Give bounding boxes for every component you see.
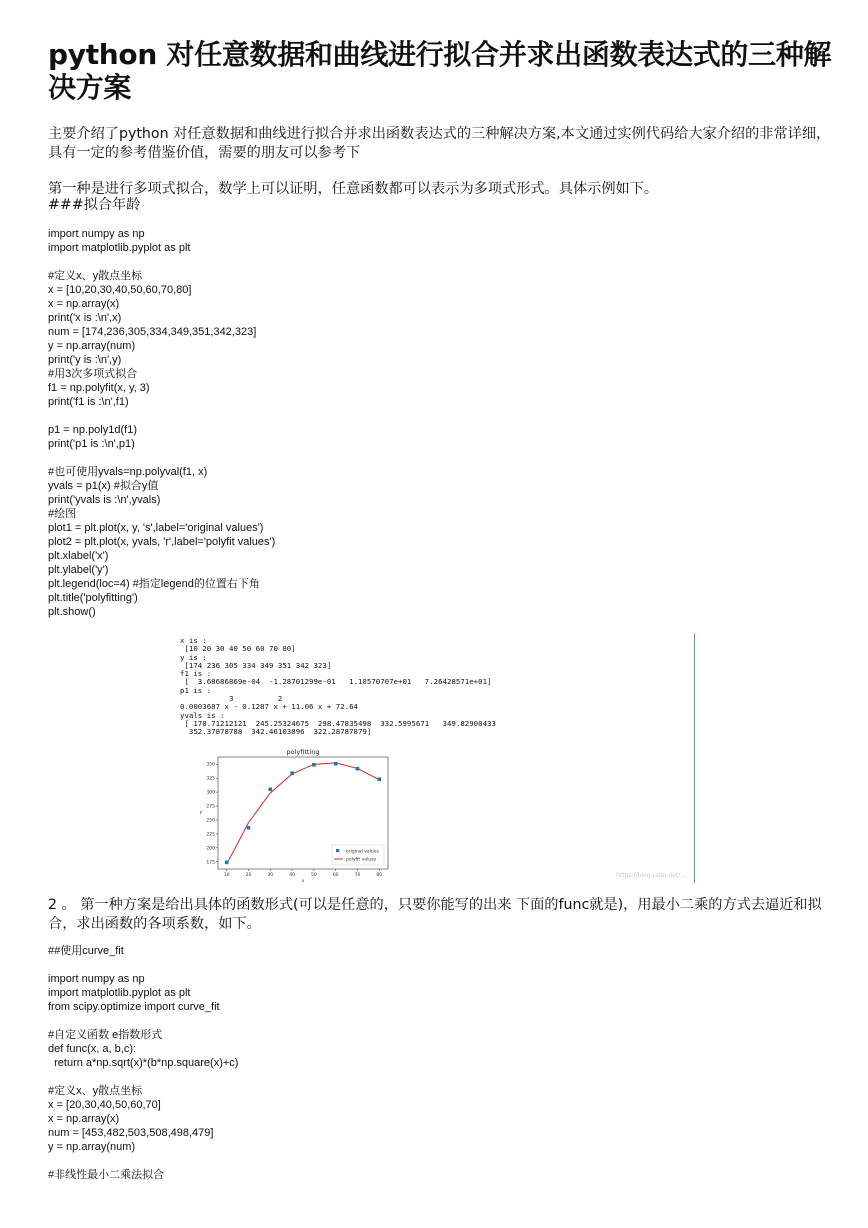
code-line xyxy=(48,1014,838,1028)
console-line: [10 20 30 40 50 60 70 80] xyxy=(180,644,296,654)
y-tick-label: 325 xyxy=(206,776,215,782)
original-data-point xyxy=(247,826,251,830)
y-tick-label: 225 xyxy=(206,832,215,838)
console-line: [ 170.71212121 245.25324675 298.47835498 332.5995671 349.82900433 xyxy=(180,718,496,728)
code-line: print('f1 is :\n',f1) xyxy=(48,396,129,408)
chart-title: polyfitting xyxy=(286,748,320,756)
x-tick-label: 30 xyxy=(267,873,274,878)
x-tick-label: 70 xyxy=(354,873,361,878)
original-data-point xyxy=(312,763,316,767)
legend-label-original: original values xyxy=(346,849,379,855)
code-line: yvals = p1(x) #拟合y值 xyxy=(48,480,159,492)
code-line: x = np.array(x) xyxy=(48,298,120,310)
section2-text: 2 。 第一种方案是给出具体的函数形式(可以是任意的，只要你能写的出来 下面的func就是)，用最小二乘的方式去逼近和拟合，求出函数的各项系数，如下。 xyxy=(48,897,822,932)
original-data-point xyxy=(290,771,294,775)
console-line: [174 236 305 334 349 351 342 323] xyxy=(180,660,332,670)
code-line xyxy=(48,451,838,465)
watermark: https://blog.csdn.net/... xyxy=(616,872,686,879)
original-data-point xyxy=(269,788,273,792)
code-line: p1 = np.poly1d(f1) xyxy=(48,424,137,436)
code-line: num = [174,236,305,334,349,351,342,323] xyxy=(48,326,257,338)
y-tick-label: 250 xyxy=(206,818,215,824)
original-data-point xyxy=(225,861,229,865)
y-tick-label: 275 xyxy=(206,804,215,810)
code-line: plt.show() xyxy=(48,606,96,618)
console-line: x is : xyxy=(180,636,207,645)
output-screenshot xyxy=(176,633,695,883)
x-tick-label: 40 xyxy=(289,873,295,878)
console-line: 0.0003687 x - 0.1287 x + 11.06 x + 72.64 xyxy=(180,702,358,712)
original-data-point xyxy=(356,767,360,771)
console-line: yvals is : xyxy=(180,710,225,720)
code-block-curve-fit xyxy=(48,944,838,1182)
code-line: ##使用curve_fit xyxy=(48,945,124,957)
code-line: y = np.array(num) xyxy=(48,340,136,352)
code-line: x = [10,20,30,40,50,60,70,80] xyxy=(48,284,192,296)
code-line: #绘图 xyxy=(48,508,77,520)
section1-text: 第一种是进行多项式拟合，数学上可以证明，任意函数都可以表示为多项式形式。具体示例如下。 xyxy=(48,181,659,197)
code-line: y = np.array(num) xyxy=(48,1141,136,1153)
code-block-polyfit xyxy=(48,227,838,619)
code-line: num = [453,482,503,508,498,479] xyxy=(48,1127,214,1139)
code-line: import numpy as np xyxy=(48,973,145,985)
code-line: import matplotlib.pyplot as plt xyxy=(48,242,191,254)
code-line xyxy=(48,958,838,972)
x-tick-label: 60 xyxy=(332,873,339,878)
original-data-point xyxy=(377,777,381,781)
code-line: #非线性最小二乘法拟合 xyxy=(48,1169,165,1181)
x-axis-label: x xyxy=(301,879,305,883)
code-line: #自定义函数 e指数形式 xyxy=(48,1029,163,1041)
y-tick-label: 350 xyxy=(206,762,215,768)
code-line: plt.xlabel('x') xyxy=(48,550,109,562)
section1-subheading: ###拟合年龄 xyxy=(48,197,141,213)
code-line: #用3次多项式拟合 xyxy=(48,368,138,380)
code-line: def func(x, a, b,c): xyxy=(48,1043,137,1055)
code-line: print('p1 is :\n',p1) xyxy=(48,438,135,450)
x-tick-label: 80 xyxy=(376,873,383,878)
polyfit-chart xyxy=(188,743,398,883)
console-line: p1 is : xyxy=(180,685,212,695)
code-line xyxy=(48,1070,838,1084)
code-line: print('x is :\n',x) xyxy=(48,312,122,324)
code-line: return a*np.sqrt(x)*(b*np.square(x)+c) xyxy=(48,1057,239,1069)
code-line: f1 = np.polyfit(x, y, 3) xyxy=(48,382,150,394)
console-line: [ 3.68686869e-04 -1.28701299e-01 1.10570707e+01 7.26428571e+01] xyxy=(180,677,492,687)
console-line: y is : xyxy=(180,652,207,662)
x-tick-label: 50 xyxy=(311,873,317,878)
original-data-point xyxy=(334,762,338,766)
legend-label-polyfit: polyfit values xyxy=(346,857,377,863)
intro-paragraph: 主要介绍了python 对任意数据和曲线进行拟合并求出函数表达式的三种解决方案,本文通过实例代码给大家介绍的非常详细，具有一定的参考借鉴价值，需要的朋友可以参考下 xyxy=(48,126,831,161)
code-line: #定义x、y散点坐标 xyxy=(48,270,143,282)
console-output xyxy=(180,637,496,737)
x-tick-label: 10 xyxy=(223,873,230,878)
code-line: #定义x、y散点坐标 xyxy=(48,1085,143,1097)
console-line: 352.37878788 342.46103896 322.28787879] xyxy=(180,727,372,737)
code-line xyxy=(48,409,838,423)
code-line: print('yvals is :\n',yvals) xyxy=(48,494,161,506)
code-line: plt.ylabel('y') xyxy=(48,564,109,576)
code-line: plt.title('polyfitting') xyxy=(48,592,138,604)
y-tick-label: 175 xyxy=(206,860,215,866)
code-line: #也可使用yvals=np.polyval(f1, x) xyxy=(48,466,208,478)
y-tick-label: 200 xyxy=(206,846,215,852)
legend-marker-original xyxy=(336,849,339,852)
y-axis-label: y xyxy=(199,810,203,815)
console-line: 3 2 xyxy=(180,694,283,704)
page-title: python 对任意数据和曲线进行拟合并求出函数表达式的三种解决方案 xyxy=(48,38,832,104)
code-line: import numpy as np xyxy=(48,228,145,240)
code-line: import matplotlib.pyplot as plt xyxy=(48,987,191,999)
code-line: plot1 = plt.plot(x, y, 's',label='original values') xyxy=(48,522,264,534)
code-line: x = np.array(x) xyxy=(48,1113,120,1125)
code-line xyxy=(48,1154,838,1168)
code-line xyxy=(48,255,838,269)
code-line: x = [20,30,40,50,60,70] xyxy=(48,1099,161,1111)
console-line: f1 is : xyxy=(180,669,212,679)
code-line: plot2 = plt.plot(x, yvals, 'r',label='polyfit values') xyxy=(48,536,276,548)
code-line: print('y is :\n',y) xyxy=(48,354,122,366)
code-line: plt.legend(loc=4) #指定legend的位置右下角 xyxy=(48,578,260,590)
code-line: from scipy.optimize import curve_fit xyxy=(48,1001,220,1013)
y-tick-label: 300 xyxy=(206,790,215,796)
x-tick-label: 20 xyxy=(245,873,252,878)
